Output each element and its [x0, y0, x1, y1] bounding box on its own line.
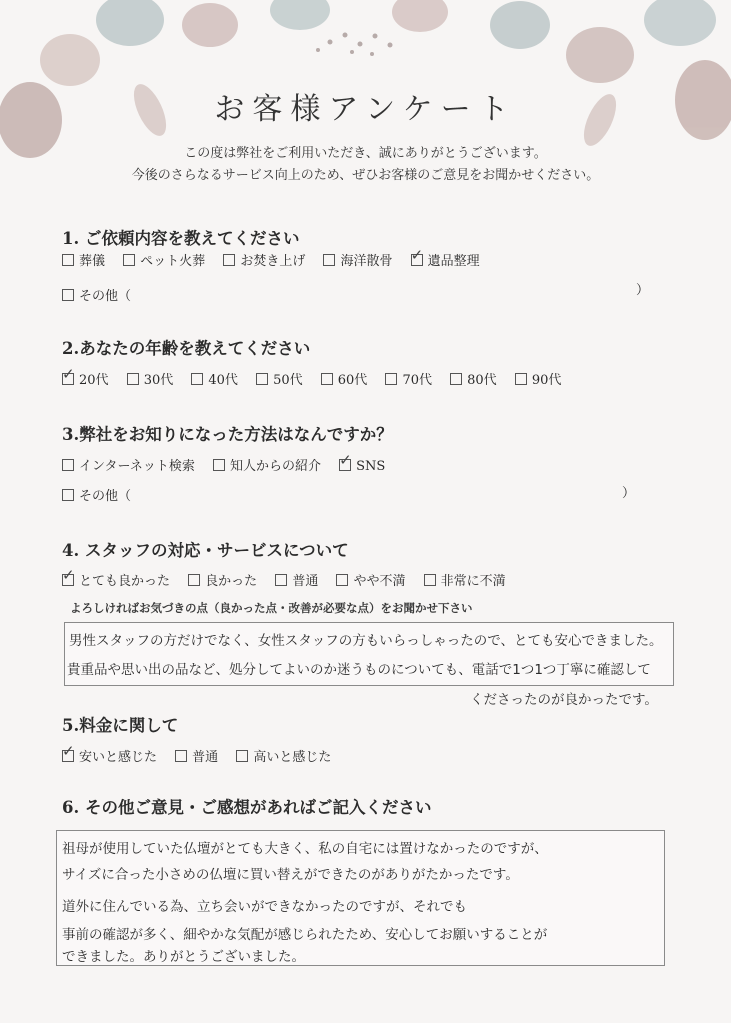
question-1-other[interactable]: その他（ [62, 285, 131, 304]
checkbox[interactable] [213, 459, 225, 471]
option-age-70s[interactable]: 70代 [385, 369, 432, 388]
question-3-label: 3.弊社をお知りになった方法はなんですか？ [62, 425, 393, 444]
question-5-options [62, 746, 345, 765]
checkbox[interactable] [127, 373, 139, 385]
handwritten-line: 貴重品や思い出の品など、処分してよいのか迷うものについても、電話で1つ1つ丁寧に確認して [67, 662, 651, 678]
question-1-label: 1. ご依頼内容を教えてください [62, 229, 300, 248]
handwritten-line: できました。ありがとうございました。 [62, 949, 305, 965]
question-5-label: 5.料金に関して [62, 716, 179, 735]
question-4-answer-box[interactable] [64, 622, 674, 686]
option-sea-scattering[interactable]: 海洋散骨 [323, 250, 392, 269]
option-estate-cleanup[interactable]: ✓ 遺品整理 [411, 250, 480, 269]
leaf-decoration [96, 0, 164, 46]
handwritten-line: サイズに合った小さめの仏壇に買い替えができたのがありがたかったです。 [62, 867, 519, 883]
page-title: お客様アンケート [214, 92, 517, 127]
option-normal-price[interactable]: 普通 [175, 746, 218, 765]
checkbox[interactable] [62, 289, 74, 301]
checkbox[interactable] [424, 574, 436, 586]
question-6-label: 6. その他ご意見・ご感想があればご記入ください [62, 798, 432, 817]
option-sns[interactable]: ✓ SNS [339, 459, 385, 474]
option-normal[interactable]: 普通 [275, 570, 318, 589]
option-age-30s[interactable]: 30代 [127, 369, 174, 388]
option-age-80s[interactable]: 80代 [450, 369, 497, 388]
question-4-label: 4. スタッフの対応・サービスについて [62, 541, 349, 560]
intro-line-2: 今後のさらなるサービス向上のため、ぜひお客様のご意見をお聞かせください。 [131, 168, 600, 183]
other-close-paren: ） [622, 486, 636, 501]
handwritten-line: 道外に住んでいる為、立ち会いができなかったのですが、それでも [62, 899, 467, 915]
handwritten-line: くださったのが良かったです。 [470, 692, 658, 708]
checkbox[interactable] [515, 373, 527, 385]
question-2-label: 2.あなたの年齢を教えてください [62, 339, 311, 358]
checkbox-checked[interactable] [62, 373, 74, 385]
leaf-decoration [644, 0, 716, 46]
checkbox-checked[interactable] [411, 254, 423, 266]
question-2-options [62, 369, 575, 388]
option-age-50s[interactable]: 50代 [256, 369, 303, 388]
checkbox-checked[interactable] [62, 750, 74, 762]
option-referral[interactable]: 知人からの紹介 [213, 455, 321, 474]
handwritten-line: 事前の確認が多く、細やかな気配が感じられたため、安心してお願いすることが [62, 927, 548, 943]
option-age-90s[interactable]: 90代 [515, 369, 562, 388]
checkbox[interactable] [191, 373, 203, 385]
checkbox[interactable] [188, 574, 200, 586]
intro-line-1: この度は弊社をご利用いただき、誠にありがとうございます。 [184, 146, 547, 161]
option-somewhat-dissatisfied[interactable]: やや不満 [336, 570, 405, 589]
other-close-paren: ） [636, 283, 650, 298]
option-very-good[interactable]: ✓とても良かった [62, 570, 170, 589]
option-age-60s[interactable]: 60代 [321, 369, 368, 388]
leaf-decoration [182, 3, 238, 47]
option-very-dissatisfied[interactable]: 非常に不満 [424, 570, 506, 589]
option-good[interactable]: 良かった [188, 570, 257, 589]
checkbox[interactable] [236, 750, 248, 762]
option-age-20s[interactable]: ✓20代 [62, 369, 109, 388]
option-expensive[interactable]: 高いと感じた [236, 746, 331, 765]
question-3-other[interactable]: その他（ [62, 485, 131, 504]
handwritten-line: 祖母が使用していた仏壇がとても大きく、私の自宅には置けなかったのですが、 [62, 841, 548, 857]
leaf-decoration [392, 0, 448, 32]
option-otakiage[interactable]: お焚き上げ [223, 250, 305, 269]
leaf-decoration [40, 34, 100, 86]
checkbox[interactable] [321, 373, 333, 385]
checkbox[interactable] [336, 574, 348, 586]
checkbox[interactable] [123, 254, 135, 266]
question-4-prompt: よろしければお気づきの点（良かった点・改善が必要な点）をお聞かせ下さい [70, 601, 473, 615]
question-1-options [62, 250, 494, 269]
checkbox[interactable] [175, 750, 187, 762]
checkbox[interactable] [450, 373, 462, 385]
checkbox[interactable] [62, 254, 74, 266]
leaf-decoration [566, 27, 634, 83]
leaf-decoration [490, 1, 550, 49]
checkbox[interactable] [62, 459, 74, 471]
question-4-options [62, 570, 520, 589]
checkbox[interactable] [323, 254, 335, 266]
checkbox[interactable] [385, 373, 397, 385]
checkbox[interactable] [62, 489, 74, 501]
option-cheap[interactable]: ✓安いと感じた [62, 746, 157, 765]
handwritten-line: 男性スタッフの方だけでなく、女性スタッフの方もいらっしゃったので、とても安心できました。 [69, 633, 663, 649]
checkbox[interactable] [275, 574, 287, 586]
checkbox-checked[interactable] [339, 459, 351, 471]
option-internet-search[interactable]: インターネット検索 [62, 455, 195, 474]
checkbox-checked[interactable] [62, 574, 74, 586]
leaf-decoration [270, 0, 330, 30]
question-6-answer-box[interactable] [56, 830, 665, 966]
option-funeral[interactable]: 葬儀 [62, 250, 105, 269]
option-age-40s[interactable]: 40代 [191, 369, 238, 388]
option-pet-cremation[interactable]: ペット火葬 [123, 250, 205, 269]
checkbox[interactable] [223, 254, 235, 266]
question-3-options [62, 455, 399, 474]
checkbox[interactable] [256, 373, 268, 385]
